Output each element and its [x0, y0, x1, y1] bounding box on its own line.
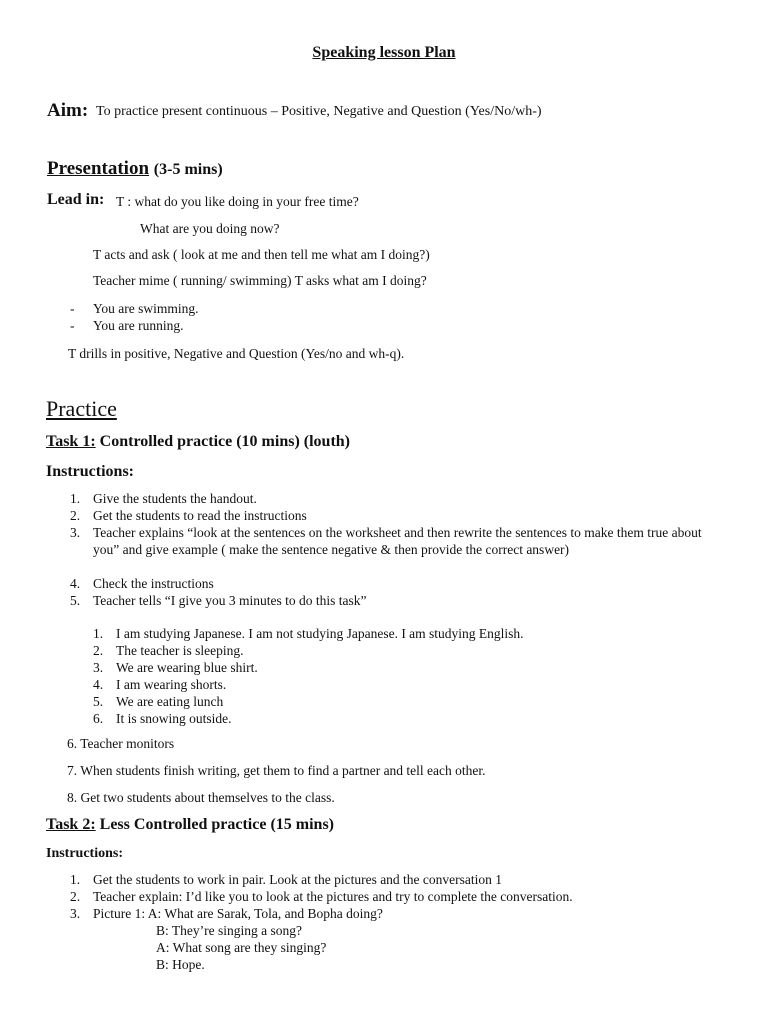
- lead-in-line: Teacher mime ( running/ swimming) T asks what am I doing?: [93, 273, 427, 288]
- task1-title: Controlled practice (10 mins) (louth): [99, 433, 350, 450]
- sentence-number: 5.: [93, 694, 104, 709]
- aim-text: To practice present continuous – Positive, Negative and Question (Yes/No/wh-): [96, 104, 542, 119]
- sentence-number: 4.: [93, 677, 104, 692]
- page-title: Speaking lesson Plan: [312, 44, 456, 61]
- drill-text: T drills in positive, Negative and Question (Yes/no and wh-q).: [68, 346, 405, 361]
- task2-title: Less Controlled practice (15 mins): [99, 816, 334, 833]
- task1-sentence: I am studying Japanese. I am not studying Japanese. I am studying English.: [116, 626, 524, 641]
- dash-item: You are swimming.: [93, 301, 199, 316]
- dash-bullet: -: [70, 318, 75, 333]
- task1-sentence: I am wearing shorts.: [116, 677, 227, 692]
- dash-item: You are running.: [93, 318, 184, 333]
- task1-heading: [46, 433, 350, 451]
- task1-sentence: The teacher is sleeping.: [116, 643, 244, 658]
- task1-sentence: We are eating lunch: [116, 694, 224, 709]
- step-number: 2.: [70, 889, 81, 904]
- dash-bullet: -: [70, 301, 75, 316]
- task1-step: Check the instructions: [93, 576, 214, 591]
- dialogue-line: A: What song are they singing?: [156, 940, 327, 955]
- task2-heading: [46, 816, 334, 834]
- step-number: 3.: [70, 906, 81, 921]
- task1-after-step: 7. When students finish writing, get them to find a partner and tell each other.: [67, 763, 486, 778]
- step-number: 1.: [70, 872, 81, 887]
- task2-instructions-label: Instructions:: [46, 846, 124, 861]
- task1-step: Get the students to read the instructions: [93, 508, 307, 523]
- task1-after-step: 6. Teacher monitors: [67, 736, 175, 751]
- task1-sentence: We are wearing blue shirt.: [116, 660, 258, 675]
- dialogue-line: B: Hope.: [156, 957, 205, 972]
- sentence-number: 1.: [93, 626, 104, 641]
- step-number: 5.: [70, 593, 81, 608]
- lead-in-label: Lead in:: [47, 191, 105, 208]
- task2-step: Get the students to work in pair. Look at the pictures and the conversation 1: [93, 872, 503, 887]
- presentation-title: Presentation: [47, 158, 150, 179]
- dialogue-line: B: They’re singing a song?: [156, 923, 302, 938]
- presentation-heading: [47, 158, 223, 180]
- task1-step: Teacher tells “I give you 3 minutes to do this task”: [93, 593, 367, 608]
- sentence-number: 2.: [93, 643, 104, 658]
- step-number: 3.: [70, 525, 81, 540]
- task1-step: Give the students the handout.: [93, 491, 257, 506]
- lead-in-line: What are you doing now?: [140, 221, 280, 236]
- task1-after-step: 8. Get two students about themselves to the class.: [67, 790, 335, 805]
- presentation-time: (3-5 mins): [153, 161, 223, 178]
- task1-label: Task 1:: [46, 433, 96, 450]
- task1-step: Teacher explains “look at the sentences on the worksheet and then rewrite the sentences to make them true about you” and give example ( make the sentence negative & then provide the correct answer): [93, 525, 702, 557]
- lead-in-line: T : what do you like doing in your free time?: [116, 194, 359, 209]
- practice-heading: Practice: [46, 396, 117, 421]
- task2-step: Picture 1: A: What are Sarak, Tola, and Bopha doing?: [93, 906, 383, 921]
- sentence-number: 3.: [93, 660, 104, 675]
- aim-label: Aim:: [47, 100, 89, 121]
- step-number: 2.: [70, 508, 81, 523]
- task2-label: Task 2:: [46, 816, 96, 833]
- sentence-number: 6.: [93, 711, 104, 726]
- step-number: 4.: [70, 576, 81, 591]
- step-number: 1.: [70, 491, 81, 506]
- task2-step: Teacher explain: I’d like you to look at the pictures and try to complete the conversation.: [93, 889, 573, 904]
- lead-in-line: T acts and ask ( look at me and then tell me what am I doing?): [93, 247, 430, 262]
- task1-instructions-label: Instructions:: [46, 463, 135, 480]
- task1-sentence: It is snowing outside.: [116, 711, 232, 726]
